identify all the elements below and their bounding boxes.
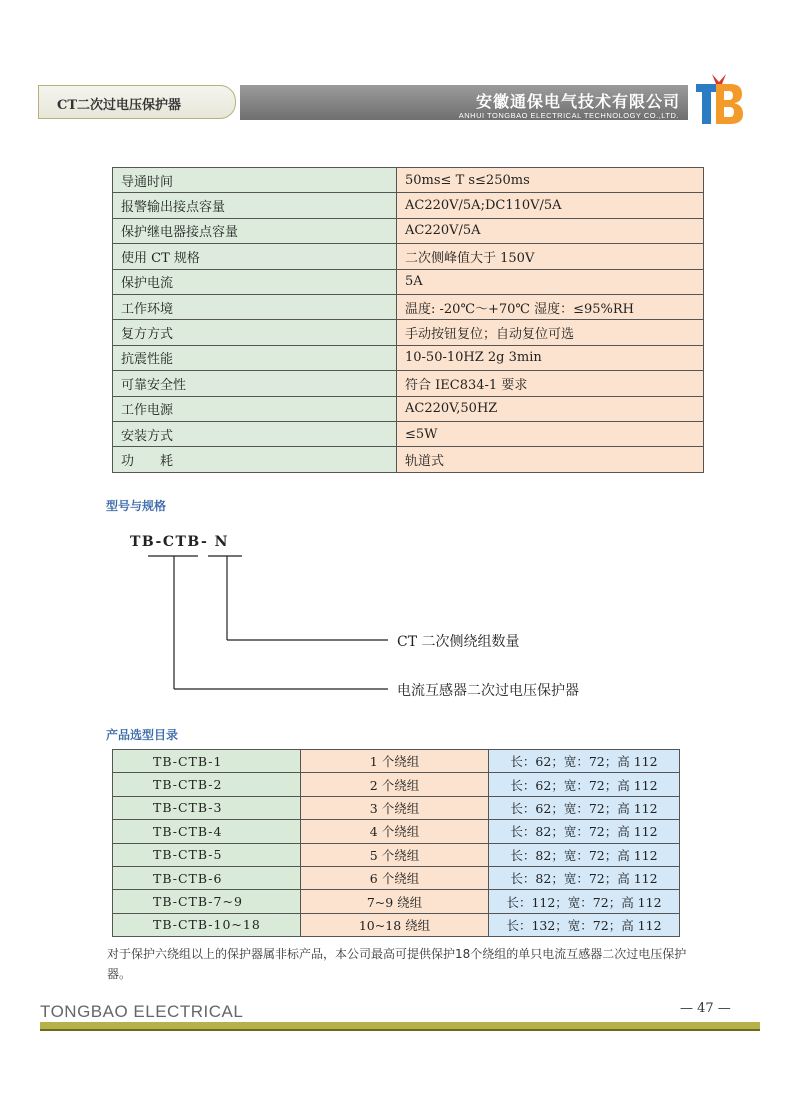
- footer-rule: [40, 1022, 760, 1029]
- spec-value: 10-50-10HZ 2g 3min: [397, 345, 704, 370]
- product-row: [113, 750, 680, 773]
- spec-row: [113, 168, 704, 193]
- product-size: 长：62；宽：72；高 112: [489, 796, 680, 819]
- footer-rule-dark: [40, 1029, 760, 1031]
- model-code: TB-CTB- N: [130, 534, 229, 550]
- product-model: TB-CTB-3: [113, 796, 301, 819]
- spec-value: AC220V/5A;DC110V/5A: [397, 193, 704, 218]
- product-model: TB-CTB-1: [113, 750, 301, 773]
- product-row: [113, 913, 680, 936]
- product-model: TB-CTB-7~9: [113, 890, 301, 913]
- company-logo-icon: [694, 72, 744, 126]
- product-windings: 6 个绕组: [301, 866, 489, 889]
- product-table: [112, 749, 680, 937]
- spec-row: [113, 269, 704, 294]
- label-product-base: 电流互感器二次过电压保护器: [397, 683, 579, 699]
- spec-key: 抗震性能: [113, 345, 397, 370]
- section-tab: [38, 85, 236, 119]
- spec-table: [112, 167, 704, 473]
- page-number: — 47 —: [680, 1001, 731, 1016]
- spec-row: [113, 244, 704, 269]
- spec-value: 二次侧峰值大于 150V: [397, 244, 704, 269]
- spec-value: 轨道式: [397, 447, 704, 472]
- spec-value: 符合 IEC834-1 要求: [397, 371, 704, 396]
- spec-key: 安装方式: [113, 421, 397, 446]
- product-windings: 4 个绕组: [301, 820, 489, 843]
- product-model: TB-CTB-2: [113, 773, 301, 796]
- product-row: [113, 866, 680, 889]
- product-size: 长：82；宽：72；高 112: [489, 820, 680, 843]
- company-name-en: ANHUI TONGBAO ELECTRICAL TECHNOLOGY CO.,LTD.: [458, 111, 679, 120]
- spec-key: 可靠安全性: [113, 371, 397, 396]
- product-windings: 5 个绕组: [301, 843, 489, 866]
- product-model: TB-CTB-6: [113, 866, 301, 889]
- product-windings: 1 个绕组: [301, 750, 489, 773]
- product-size: 长：112；宽：72；高 112: [489, 890, 680, 913]
- product-section-title: 产品选型目录: [106, 728, 179, 742]
- spec-row: [113, 294, 704, 319]
- product-size: 长：82；宽：72；高 112: [489, 843, 680, 866]
- spec-key: 保护电流: [113, 269, 397, 294]
- spec-key: 工作电源: [113, 396, 397, 421]
- spec-row: [113, 421, 704, 446]
- product-row: [113, 796, 680, 819]
- model-section-title: 型号与规格: [106, 499, 167, 513]
- product-windings: 7~9 绕组: [301, 890, 489, 913]
- spec-value: 手动按钮复位；自动复位可选: [397, 320, 704, 345]
- spec-key: 复方方式: [113, 320, 397, 345]
- product-windings: 3 个绕组: [301, 796, 489, 819]
- product-model: TB-CTB-5: [113, 843, 301, 866]
- product-size: 长：62；宽：72；高 112: [489, 773, 680, 796]
- spec-row: [113, 447, 704, 472]
- spec-row: [113, 371, 704, 396]
- product-windings: 10~18 绕组: [301, 913, 489, 936]
- product-windings: 2 个绕组: [301, 773, 489, 796]
- spec-key: 使用 CT 规格: [113, 244, 397, 269]
- spec-key: 工作环境: [113, 294, 397, 319]
- spec-value: ≤5W: [397, 421, 704, 446]
- product-row: [113, 773, 680, 796]
- company-name-cn: 安徽通保电气技术有限公司: [475, 92, 680, 111]
- spec-key: 功 耗: [113, 447, 397, 472]
- product-row: [113, 820, 680, 843]
- section-title: CT二次过电压保护器: [57, 98, 182, 113]
- spec-value: AC220V/5A: [397, 218, 704, 243]
- product-row: [113, 843, 680, 866]
- product-size: 长：132；宽：72；高 112: [489, 913, 680, 936]
- spec-row: [113, 345, 704, 370]
- footer-brand: TONGBAO ELECTRICAL: [40, 1002, 244, 1021]
- spec-key: 保护继电器接点容量: [113, 218, 397, 243]
- product-model: TB-CTB-10~18: [113, 913, 301, 936]
- label-winding-count: CT 二次侧绕组数量: [397, 634, 520, 650]
- product-row: [113, 890, 680, 913]
- spec-key: 报警输出接点容量: [113, 193, 397, 218]
- spec-row: [113, 193, 704, 218]
- spec-value: 温度: -20℃～+70℃ 湿度：≤95%RH: [397, 294, 704, 319]
- spec-row: [113, 320, 704, 345]
- spec-row: [113, 396, 704, 421]
- spec-key: 导通时间: [113, 168, 397, 193]
- spec-value: 5A: [397, 269, 704, 294]
- product-note: 对于保护六绕组以上的保护器属非标产品，本公司最高可提供保护18个绕组的单只电流互感器二次过电压保护器。: [107, 947, 687, 981]
- product-size: 长：82；宽：72；高 112: [489, 866, 680, 889]
- spec-value: AC220V,50HZ: [397, 396, 704, 421]
- product-model: TB-CTB-4: [113, 820, 301, 843]
- product-size: 长：62；宽：72；高 112: [489, 750, 680, 773]
- spec-row: [113, 218, 704, 243]
- spec-value: 50ms≤ T s≤250ms: [397, 168, 704, 193]
